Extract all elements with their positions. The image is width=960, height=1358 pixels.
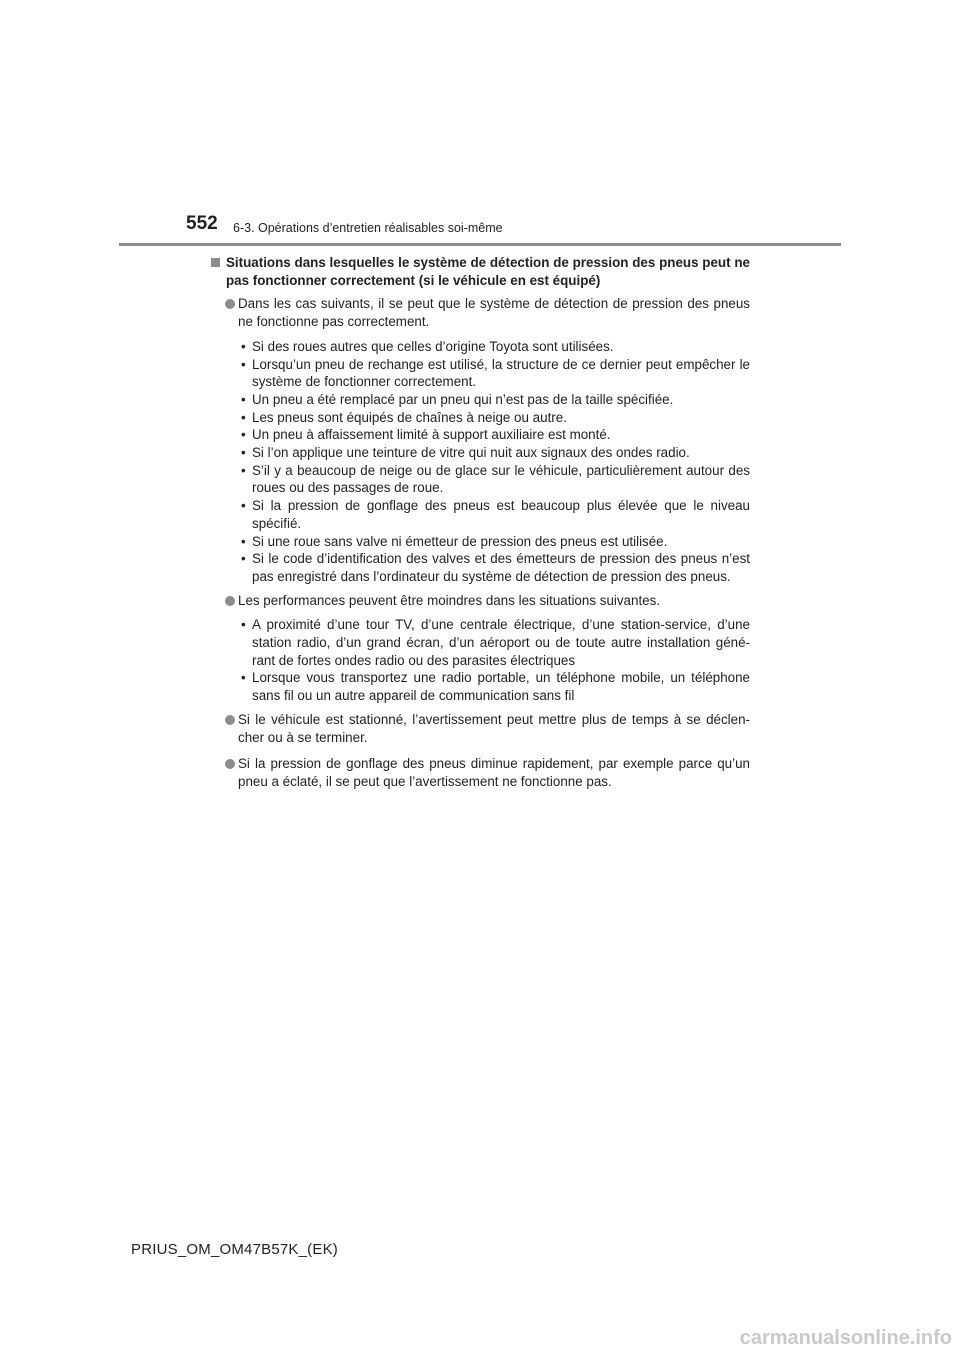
list-item xyxy=(210,356,750,391)
circle-bullet-icon xyxy=(225,299,235,309)
list-item-text: Si l’on applique une teinture de vitre qui nuit aux signaux des ondes radio. xyxy=(252,445,690,461)
point-item xyxy=(210,592,750,610)
point-text: Dans les cas suivants, il se peut que le système de détection de pression des pneus ne fonctionne pas correctement. xyxy=(238,296,750,330)
section-heading-text: Situations dans lesquelles le système de détection de pression des pneus peut ne pas fonctionner correctement (si le véhicule en est équipé) xyxy=(226,255,750,288)
list-item xyxy=(210,391,750,409)
list-item-text: Si une roue sans valve ni émetteur de pression des pneus est utilisée. xyxy=(252,533,668,549)
section-title: 6-3. Opérations d’entretien réalisables soi-même xyxy=(233,221,503,235)
list-item-text: Les pneus sont équipés de chaînes à neige ou autre. xyxy=(252,409,567,425)
point-text: Les performances peuvent être moindres dans les situations suivantes. xyxy=(238,592,661,608)
list-item-text: S’il y a beaucoup de neige ou de glace sur le véhicule, particulièrement autour des roues ou des passages de roue. xyxy=(252,462,750,496)
point-item xyxy=(210,711,750,746)
list-item-text: Un pneu à affaissement limité à support auxiliaire est monté. xyxy=(252,427,611,443)
list-item-text: Si des roues autres que celles d’origine Toyota sont utilisées. xyxy=(252,338,614,354)
point-item xyxy=(210,295,750,330)
dot-bullet-icon: • xyxy=(241,551,246,567)
circle-bullet-icon xyxy=(225,715,235,725)
page-number: 552 xyxy=(186,213,218,234)
list-item xyxy=(210,497,750,532)
list-item-text: Un pneu a été remplacé par un pneu qui n’est pas de la taille spécifiée. xyxy=(252,391,674,407)
list-item-text: A proximité d’une tour TV, d’une centrale électrique, d’une station-service, d’une station radio, d’un grand écran, d’un aéroport ou de toute autre installation géné-rant de fortes ondes radio ou des parasites électriques xyxy=(252,617,750,668)
list-item xyxy=(210,533,750,551)
dot-bullet-icon: • xyxy=(241,445,246,461)
list-item-text: Lorsqu’un pneu de rechange est utilisé, la structure de ce dernier peut empêcher le système de fonctionner correctement. xyxy=(252,356,750,390)
header-rule xyxy=(119,243,841,246)
dot-bullet-icon: • xyxy=(241,391,246,407)
sub-list xyxy=(210,616,750,705)
footer-code: PRIUS_OM_OM47B57K_(EK) xyxy=(131,1241,338,1258)
sub-list xyxy=(210,338,750,586)
list-item-text: Si la pression de gonflage des pneus est beaucoup plus élevée que le niveau spécifié. xyxy=(252,498,750,531)
list-item xyxy=(210,426,750,444)
watermark: carmanualsonline.info xyxy=(739,1327,952,1349)
dot-bullet-icon: • xyxy=(241,462,246,478)
point-item xyxy=(210,755,750,790)
list-item-text: Si le code d’identification des valves et des émetteurs de pression des pneus n’est pas enregistré dans l’ordinateur du système de détection de pression des pneus. xyxy=(252,551,750,584)
list-item xyxy=(210,444,750,462)
dot-bullet-icon: • xyxy=(241,409,246,425)
dot-bullet-icon: • xyxy=(241,670,246,686)
dot-bullet-icon: • xyxy=(241,617,246,633)
point-text: Si le véhicule est stationné, l’avertissement peut mettre plus de temps à se déclen-cher ou à se terminer. xyxy=(238,711,750,745)
dot-bullet-icon: • xyxy=(241,338,246,354)
dot-bullet-icon: • xyxy=(241,427,246,443)
square-bullet-icon xyxy=(211,258,220,267)
dot-bullet-icon: • xyxy=(241,356,246,372)
content xyxy=(210,254,750,797)
list-item-text: Lorsque vous transportez une radio portable, un téléphone mobile, un téléphone sans fil ou un autre appareil de communication sans fil xyxy=(252,670,750,704)
circle-bullet-icon xyxy=(225,759,235,769)
list-item xyxy=(210,462,750,497)
list-item xyxy=(210,409,750,427)
list-item xyxy=(210,550,750,585)
section-heading xyxy=(210,254,750,289)
dot-bullet-icon: • xyxy=(241,533,246,549)
point-text: Si la pression de gonflage des pneus diminue rapidement, par exemple parce qu’un pneu a éclaté, il se peut que l’avertissement ne fonctionne pas. xyxy=(238,756,750,789)
list-item xyxy=(210,338,750,356)
dot-bullet-icon: • xyxy=(241,498,246,514)
circle-bullet-icon xyxy=(225,596,235,606)
list-item xyxy=(210,669,750,704)
list-item xyxy=(210,616,750,669)
